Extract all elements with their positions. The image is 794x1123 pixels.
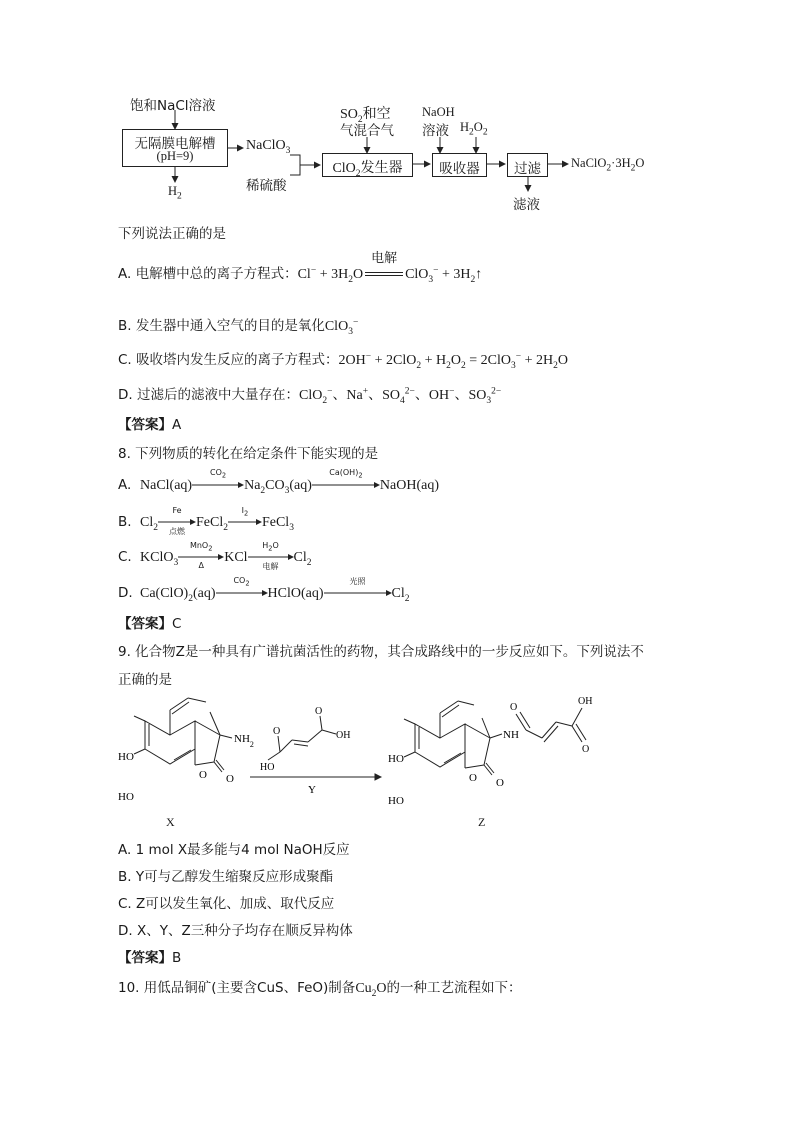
arrow-icon — [216, 589, 268, 597]
ph-label: (pH=9) — [156, 149, 194, 163]
q8-d-condition-2: 光照 — [349, 576, 366, 586]
q10-stem-suffix: 的一种工艺流程如下： — [386, 980, 522, 996]
q8-option-a — [118, 467, 440, 496]
molecule-y — [268, 716, 336, 760]
q8-stem: 8. 下列物质的转化在给定条件下能实现的是 — [118, 446, 379, 462]
arrow-icon — [192, 481, 244, 489]
q7-electrolysis-label: 电解 — [371, 251, 398, 266]
q7-option-b-text: B. 发生器中通入空气的目的是氧化 — [118, 318, 325, 334]
z-acid-o: O — [582, 744, 590, 755]
q8-option-c — [118, 540, 312, 571]
q8-b-species-3: FeCl$_3$ — [261, 515, 294, 533]
q9-reaction-scheme — [110, 690, 670, 840]
z-ring-o: O — [469, 772, 477, 784]
q9-option-b: B. Y可与乙醇发生缩聚反应形成聚酯 — [118, 869, 334, 885]
q7-answer-value: A — [172, 417, 182, 433]
z-carbonyl-o: O — [496, 777, 504, 789]
q9-label-z: Z — [478, 815, 486, 829]
so2-air-label-line2: 气混合气 — [340, 123, 394, 139]
q10-stem-prefix: 10. 用低品铜矿(主要含CuS、FeO)制备 — [118, 980, 356, 996]
answer-bracket: 【答案】 — [118, 616, 172, 632]
q8-d-species-1: $Ca(ClO)_2(aq)$ — [140, 586, 216, 604]
q7-option-a-text: A. 电解槽中总的离子方程式： — [118, 266, 298, 282]
q8-answer-value: C — [172, 616, 182, 632]
q8-d-arrow-2 — [324, 576, 392, 597]
q7-answer — [118, 413, 181, 433]
z-oh: OH — [578, 696, 593, 707]
x-ho-top: HO — [118, 751, 134, 763]
naoh-solution-label: 溶液 — [422, 123, 449, 139]
q9-label-x: X — [166, 815, 175, 829]
arrow-icon — [228, 518, 262, 526]
acid-label: 稀硫酸 — [246, 178, 287, 194]
q7-option-a — [118, 251, 483, 285]
arrow-icon — [178, 553, 224, 561]
q8-c-arrow-2 — [248, 540, 294, 571]
q8-a-condition-1: $CO_2$ — [210, 467, 227, 480]
naclo3-label: NaClO$_3$ — [246, 138, 291, 156]
q8-b-species-1: $Cl_2$ — [140, 515, 158, 533]
q7-option-a-condition — [363, 251, 405, 282]
q8-option-d-label: D. — [118, 585, 133, 601]
q7-option-b — [118, 314, 358, 337]
q8-a-arrow-2 — [312, 467, 380, 489]
arrow-icon — [158, 518, 196, 526]
z-amide-o: O — [510, 702, 518, 713]
clo2-generator-label: ClO$_2$发生器 — [332, 161, 403, 179]
q8-a-condition-2: $Ca(OH)_2$ — [329, 467, 363, 480]
q8-c-condition-1-bottom: Δ — [198, 560, 204, 570]
feed-label: 饱和NaCl溶液 — [130, 98, 216, 114]
q7-option-a-lhs: $Cl^- + 3H_2O$ — [297, 265, 364, 285]
filtrate-label: 滤液 — [513, 197, 540, 213]
q9-answer — [118, 946, 181, 966]
h2o2-label: $H_2O_2$ — [460, 120, 488, 138]
naoh-label: NaOH — [422, 105, 455, 119]
q10-stem-formula: $Cu_2O$ — [355, 981, 387, 999]
q8-a-species-3: NaOH(aq) — [379, 478, 440, 493]
q8-c-species-2: KCl — [224, 550, 248, 565]
q9-option-d: D. X、Y、Z三种分子均存在顺反异构体 — [118, 923, 353, 939]
y-oh: OH — [336, 730, 351, 741]
q7-option-d-formula: ClO$_2$−、Na+、$SO_4^{2-}$、OH−、$SO_3^{2-}$ — [298, 386, 502, 406]
so2-air-label-line1: $SO_2$和空 — [340, 107, 391, 125]
q9-option-a: A. 1 mol X最多能与4 mol NaOH反应 — [118, 842, 350, 858]
q8-c-condition-2-top: $H_2O$ — [262, 540, 279, 553]
absorber-box — [432, 153, 487, 177]
filter-label: 过滤 — [514, 161, 541, 177]
q8-b-condition-1-top: Fe — [172, 505, 182, 515]
q8-c-arrow-1 — [178, 540, 224, 570]
q8-option-b-label: B. — [118, 514, 132, 530]
q8-b-condition-2: $I_2$ — [241, 505, 249, 518]
q8-d-species-3: $Cl_2$ — [391, 586, 410, 604]
q8-b-arrow-1 — [158, 505, 196, 536]
z-ho-bottom: HO — [388, 795, 404, 807]
product-label: $NaClO_2\cdot 3H_2O$ — [571, 156, 645, 174]
answer-bracket: 【答案】 — [118, 417, 172, 433]
q7-option-d — [118, 383, 501, 406]
filter-box — [507, 153, 548, 177]
q8-d-arrow-1 — [216, 575, 268, 597]
q8-b-species-2: FeCl$_2$ — [195, 515, 228, 533]
q9-option-c: C. Z可以发生氧化、加成、取代反应 — [118, 896, 335, 912]
answer-bracket: 【答案】 — [118, 950, 172, 966]
arrow-icon — [312, 481, 380, 489]
q8-c-species-3: $Cl_2$ — [293, 550, 312, 568]
y-o-right: O — [315, 706, 323, 717]
h2-output-label: $H_2$ — [168, 184, 182, 202]
x-ring-o: O — [199, 769, 207, 781]
q7-option-c — [118, 348, 568, 371]
q7-stem: 下列说法正确的是 — [118, 226, 226, 242]
x-nh2: $NH_2$ — [234, 733, 254, 749]
electrolysis-cell-label: 无隔膜电解槽 — [134, 136, 216, 152]
q8-a-species-2: $Na_2CO_3(aq)$ — [244, 478, 312, 496]
y-label: Y — [308, 784, 316, 796]
q7-option-d-text: D. 过滤后的滤液中大量存在： — [118, 387, 299, 403]
q8-option-c-label: C. — [118, 549, 132, 565]
q8-d-species-2: HClO(aq) — [267, 586, 324, 601]
x-ho-bottom: HO — [118, 791, 134, 803]
q8-b-arrow-2 — [228, 505, 262, 526]
electrolysis-cell-box — [122, 129, 228, 167]
q8-a-arrow-1 — [192, 467, 244, 489]
y-o-left: O — [273, 726, 281, 737]
q7-option-b-formula: ClO$_3$− — [324, 317, 359, 337]
q7-double-line — [365, 272, 403, 276]
q8-option-d — [118, 575, 410, 604]
q8-c-species-1: KClO$_3$ — [140, 550, 179, 568]
y-ho: HO — [260, 762, 275, 773]
q7-option-c-text: C. 吸收塔内发生反应的离子方程式： — [118, 352, 339, 368]
z-nh: NH — [503, 729, 519, 741]
q9-answer-value: B — [172, 950, 182, 966]
q8-b-condition-1-bottom: 点燃 — [168, 526, 185, 536]
q8-d-condition-1: $CO_2$ — [233, 575, 250, 588]
q8-a-species-1: NaCl(aq) — [140, 478, 193, 493]
reaction-arrow-head — [375, 774, 381, 780]
q8-option-a-label: A. — [118, 477, 132, 493]
molecule-z — [404, 701, 586, 775]
q8-c-condition-2-bottom: 电解 — [262, 561, 279, 571]
q8-answer — [118, 612, 181, 632]
question-10 — [118, 976, 522, 999]
arrow-icon — [248, 553, 294, 561]
arrow-icon — [324, 589, 392, 597]
x-carbonyl-o: O — [226, 773, 234, 785]
q9-stem-line1: 9. 化合物Z是一种具有广谱抗菌活性的药物，其合成路线中的一步反应如下。下列说法不 — [118, 644, 644, 660]
q7-option-a-rhs: $ClO_3^- + 3H_2↑$ — [405, 265, 483, 285]
q8-option-b — [118, 505, 294, 536]
molecule-x — [134, 698, 232, 772]
q8-c-condition-1-top: MnO$_2$ — [189, 540, 213, 553]
absorber-label: 吸收器 — [439, 161, 480, 177]
z-ho-top: HO — [388, 753, 404, 765]
bracket-to-generator — [290, 155, 300, 175]
q7-option-c-formula: $2OH^- + 2ClO_2 + H_2O_2 = 2ClO_3^- + 2H_2O$ — [338, 351, 568, 371]
clo2-generator-box — [322, 153, 413, 177]
q9-stem-line2: 正确的是 — [118, 672, 172, 688]
flow-arrows — [0, 0, 794, 220]
